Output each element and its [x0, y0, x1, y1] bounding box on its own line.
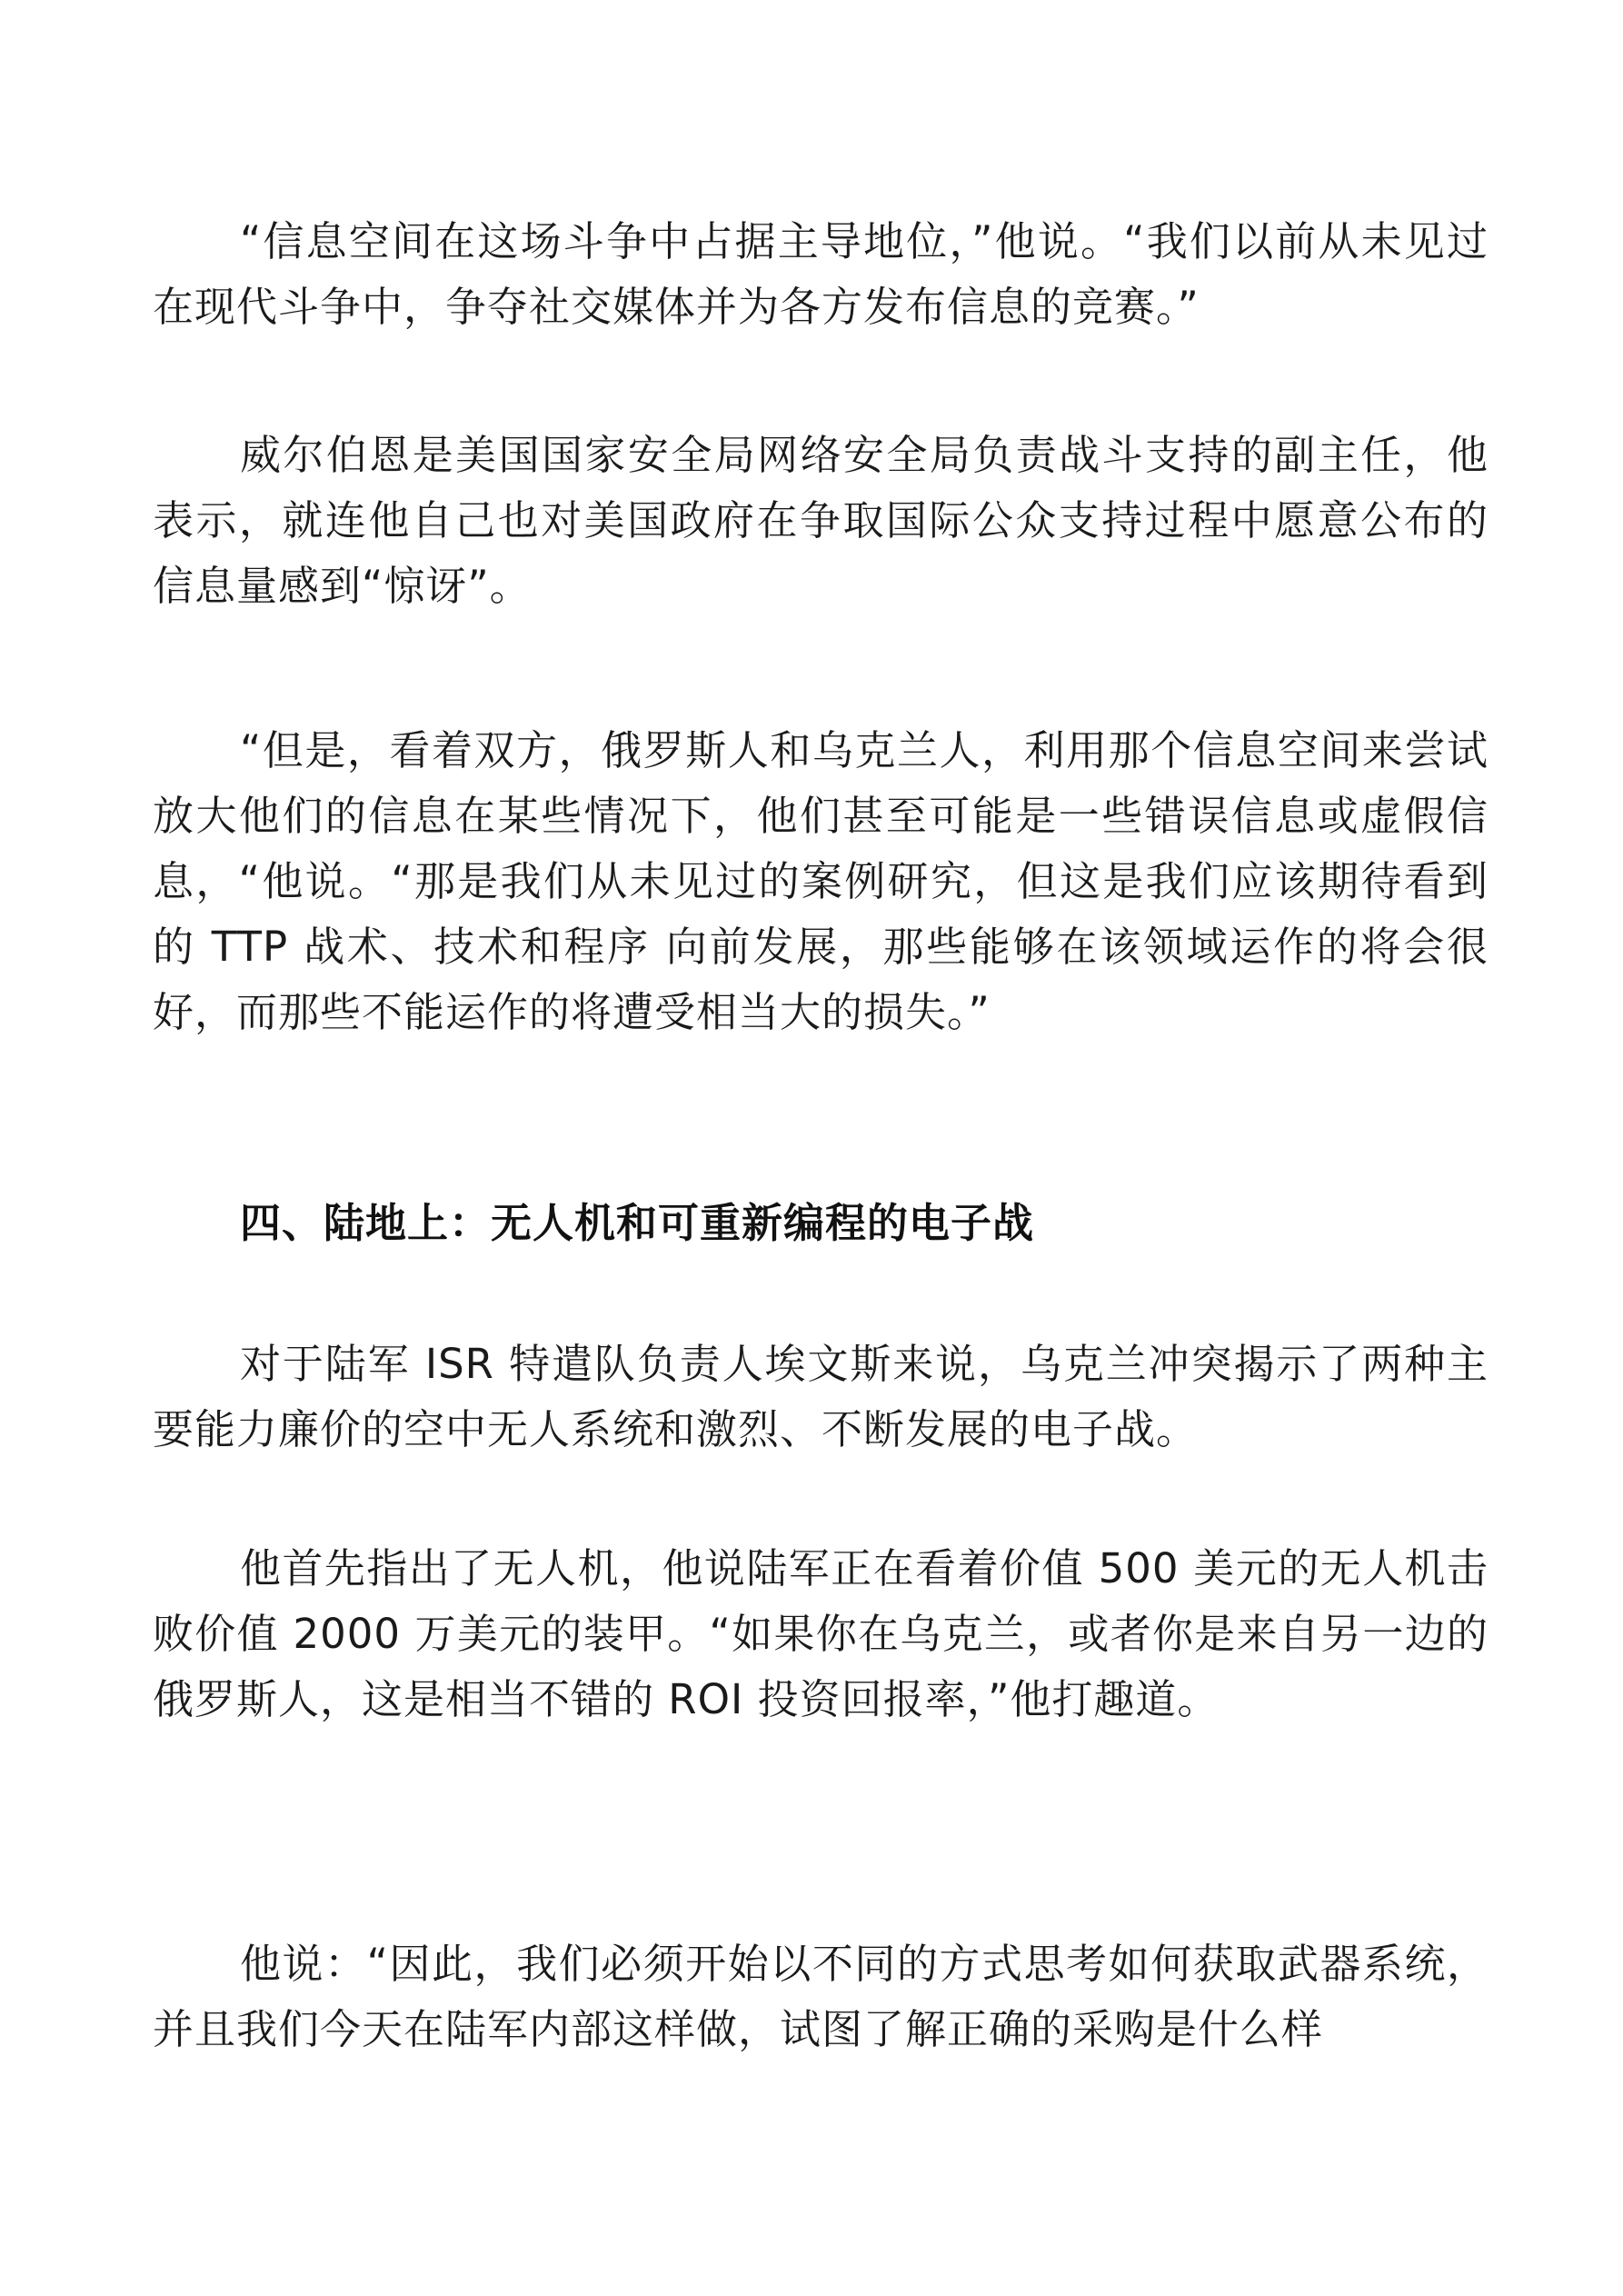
paragraph-evans: 对于陆军 ISR 特遣队负责人埃文斯来说，乌克兰冲突揭示了两种主要能力廉价的空中无人系统和激烈、不断发展的电子战。 — [153, 1340, 1489, 1453]
section-heading: 四、陆地上：无人机和可重新编程的电子战 — [240, 1199, 1035, 1247]
paragraph-both-sides: “但是，看着双方，俄罗斯人和乌克兰人，利用那个信息空间来尝试放大他们的信息在某些情况下，他们甚至可能是一些错误信息或虚假信息，“他说。“那是我们从未见过的案例研究，但这是我们应该期待看到的 TTP 战术、技术和程序 向前发展，那些能够在该领域运作的将会很好，而那些不能运作的将遭受相当大的损失。” — [153, 726, 1489, 1036]
paragraph-drones: 他首先指出了无人机，他说陆军正在看着价值 500 美元的无人机击败价值 2000 万美元的装甲。“如果你在乌克兰，或者你是来自另一边的俄罗斯人，这是相当不错的 ROI 投资回报率，”他打趣道。 — [153, 1544, 1489, 1723]
paragraph-wilburn: 威尔伯恩是美国国家安全局网络安全局负责战斗支持的副主任，他表示，就连他自己也对美国政府在争取国际公众支持过程中愿意公布的信息量感到“惊讶”。 — [153, 431, 1489, 610]
paragraph-info-space: “信息空间在这场斗争中占据主导地位，”他说。“我们以前从未见过在现代斗争中，争夺社交媒体并为各方发布信息的竞赛。” — [153, 217, 1489, 331]
paragraph-procurement: 他说：“因此，我们必须开始以不同的方式思考如何获取武器系统，并且我们今天在陆军内部这样做，试图了解正确的采购是什么样 — [153, 1940, 1489, 2053]
